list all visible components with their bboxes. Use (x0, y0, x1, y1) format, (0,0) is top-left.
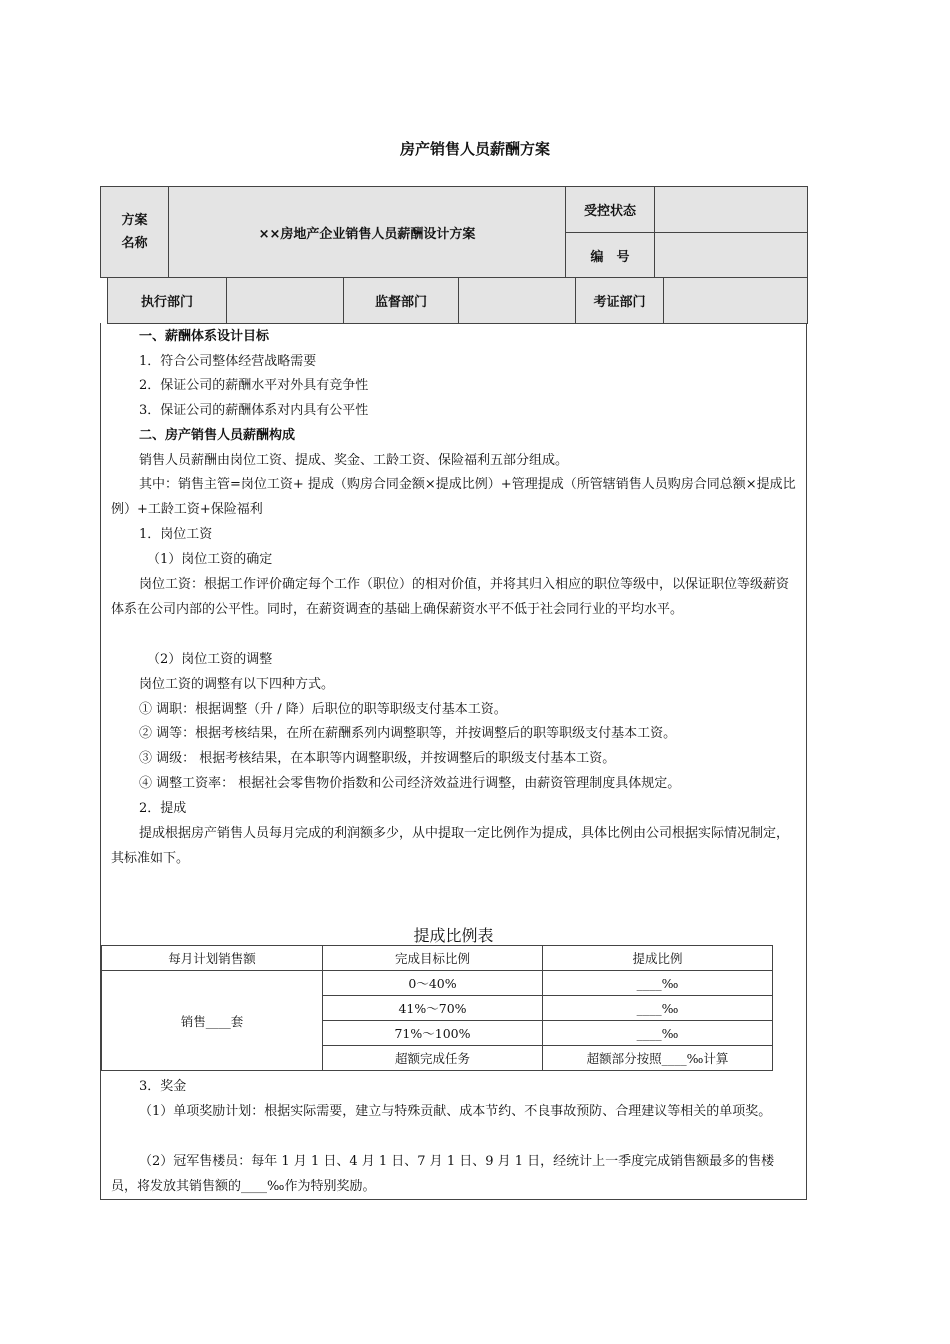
adjustment-item-1: ① 调职：根据调整（升 / 降）后职位的职等职级支付基本工资。 (139, 702, 507, 717)
plan-title: ××房地产企业销售人员薪酬设计方案 (169, 187, 566, 278)
verify-dept-label: 考证部门 (576, 278, 664, 324)
adjustment-item-2: ② 调等：根据考核结果，在所在薪酬系列内调整职等，并按调整后的职等职级支付基本工资。 (139, 726, 677, 741)
commission-text: 提成根据房产销售人员每月完成的利润额多少，从中提取一定比例作为提成，具体比例由公司根据实际情况制定，其标准如下。 (111, 826, 790, 866)
ratio-sales-cell: 销售____套 (102, 971, 323, 1071)
adjustment-intro: 岗位工资的调整有以下四种方式。 (139, 677, 335, 692)
ratio-header-target: 完成目标比例 (323, 946, 543, 971)
section-2-title: 二、房产销售人员薪酬构成 (139, 428, 296, 443)
supervise-dept-value[interactable] (459, 278, 576, 324)
number-value[interactable] (655, 233, 808, 278)
header-table-depts (107, 277, 808, 324)
heading-bonus: 3．奖金 (139, 1079, 187, 1094)
exec-dept-value[interactable] (227, 278, 344, 324)
verify-dept-value[interactable] (664, 278, 808, 324)
ratio-target: 0～40% (323, 971, 543, 996)
control-status-label: 受控状态 (566, 187, 655, 233)
composition-text: 销售人员薪酬由岗位工资、提成、奖金、工龄工资、保险福利五部分组成。 (139, 453, 569, 468)
ratio-rate: 超额部分按照____‰计算 (543, 1046, 773, 1071)
goal-2: 2．保证公司的薪酬水平对外具有竞争性 (139, 378, 369, 393)
ratio-target: 71%～100% (323, 1021, 543, 1046)
heading-commission: 2．提成 (139, 801, 187, 816)
determination-text: 岗位工资：根据工作评价确定每个工作（职位）的相对价值，并将其归入相应的职位等级中，以保证职位等级薪资体系在公司内部的公平性。同时，在薪资调查的基础上确保薪资水平不低于社会同行业的平均水平。 (111, 577, 790, 617)
heading-position-salary: 1．岗位工资 (139, 527, 213, 542)
adjustment-item-4: ④ 调整工资率： 根据社会零售物价指数和公司经济效益进行调整，由薪资管理制度具体规定。 (139, 776, 681, 791)
formula-text: 其中：销售主管=岗位工资+ 提成（购房合同金额×提成比例）+管理提成（所管辖销售人员购房合同总额×提成比例）+工龄工资+保险福利 (111, 477, 796, 517)
supervise-dept-label: 监督部门 (344, 278, 459, 324)
section-1-title: 一、薪酬体系设计目标 (139, 329, 270, 344)
ratio-target: 41%～70% (323, 996, 543, 1021)
ratio-rate: ____‰ (543, 971, 773, 996)
goal-1: 1．符合公司整体经营战略需要 (139, 354, 317, 369)
plan-name-label: 方案 名称 (101, 187, 169, 278)
number-label: 编 号 (566, 233, 655, 278)
header-table-top (100, 186, 808, 278)
commission-ratio-table (101, 945, 773, 1071)
document-title: 房产销售人员薪酬方案 (399, 140, 550, 158)
ratio-rate: ____‰ (543, 1021, 773, 1046)
ratio-target: 超额完成任务 (323, 1046, 543, 1071)
document-body (100, 323, 807, 1200)
control-status-value[interactable] (655, 187, 808, 233)
adjustment-item-3: ③ 调级： 根据考核结果，在本职等内调整职级，并按调整后的职级支付基本工资。 (139, 751, 616, 766)
exec-dept-label: 执行部门 (108, 278, 227, 324)
subheading-adjustment: （2）岗位工资的调整 (147, 652, 273, 667)
bonus-champion: （2）冠军售楼员：每年 1 月 1 日、4 月 1 日、7 月 1 日、9 月 1 日，经统计上一季度完成销售额最多的售楼员，将发放其销售额的____‰作为特别奖励。 (111, 1154, 775, 1194)
subheading-determination: （1）岗位工资的确定 (147, 552, 273, 567)
bonus-single-award: （1）单项奖励计划：根据实际需要，建立与特殊贡献、成本节约、不良事故预防、合理建议等相关的单项奖。 (139, 1104, 772, 1119)
ratio-header-rate: 提成比例 (543, 946, 773, 971)
ratio-header-sales: 每月计划销售额 (102, 946, 323, 971)
goal-3: 3．保证公司的薪酬体系对内具有公平性 (139, 403, 369, 418)
ratio-rate: ____‰ (543, 996, 773, 1021)
ratio-table-title: 提成比例表 (413, 926, 494, 945)
